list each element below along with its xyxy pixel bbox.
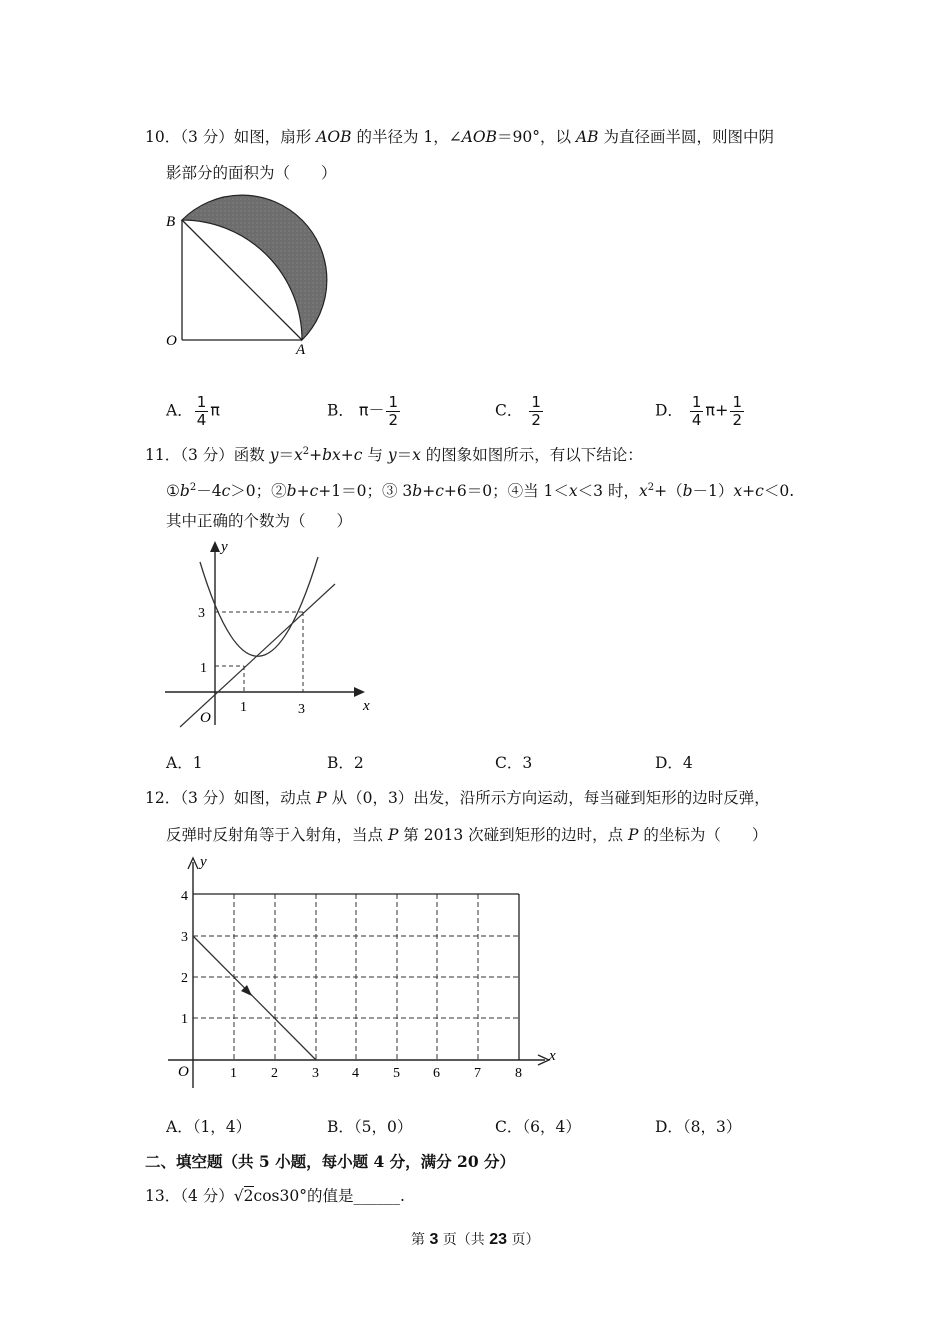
- svg-text:1: 1: [200, 661, 207, 676]
- svg-text:2: 2: [181, 971, 188, 986]
- q12-line1: 12．（3 分）如图，动点 P 从（0，3）出发，沿所示方向运动，每当碰到矩形的边时反弹，: [145, 789, 770, 807]
- q10-option-d: D． $\frac{1}{4}$ π+ $\frac{1}{2}$: [655, 393, 743, 429]
- q11-option-d: D．4: [655, 754, 693, 772]
- svg-text:x: x: [549, 1048, 556, 1064]
- svg-text:1: 1: [240, 700, 247, 715]
- svg-text:3: 3: [181, 930, 188, 945]
- q12-option-b: B．（5，0）: [327, 1118, 413, 1136]
- svg-text:3: 3: [312, 1066, 319, 1081]
- svg-text:1: 1: [230, 1066, 237, 1081]
- q10-figure: [160, 190, 340, 360]
- svg-text:2: 2: [271, 1066, 278, 1081]
- q12-grid-figure: [160, 850, 570, 1090]
- q11-option-c: C．3: [495, 754, 533, 772]
- svg-text:O: O: [178, 1064, 189, 1080]
- svg-text:y: y: [221, 539, 228, 555]
- q10-option-b: B． π－ $\frac{1}{2}$: [327, 393, 399, 429]
- q11-line1: 11．（3 分）函数 $y=x^2+bx+c$ 与 y＝x 的图象如图所示，有以下结论：: [145, 446, 643, 464]
- q12-option-a: A．（1，4）: [166, 1118, 252, 1136]
- q10-option-a: A． $\frac{1}{4}$ π: [166, 393, 220, 429]
- q12-line2: 反弹时反射角等于入射角，当点 P 第 2013 次碰到矩形的边时，点 P 的坐标为（ ）: [166, 826, 768, 844]
- q10-label-b: B: [166, 214, 176, 230]
- sqrt-symbol: √: [233, 1187, 244, 1205]
- svg-text:5: 5: [393, 1066, 400, 1081]
- svg-text:4: 4: [352, 1066, 359, 1081]
- q11-line3: 其中正确的个数为（ ）: [166, 512, 353, 530]
- svg-text:6: 6: [433, 1066, 440, 1081]
- q12-option-d: D．（8，3）: [655, 1118, 742, 1136]
- svg-text:y: y: [200, 854, 207, 870]
- q11-option-a: A．1: [166, 754, 203, 772]
- q13-line: 13．（4 分）√2cos30°的值是______.: [145, 1187, 405, 1205]
- q10-label-o: O: [166, 333, 177, 349]
- q11-option-b: B．2: [327, 754, 364, 772]
- q10-shaded-region: [182, 195, 327, 340]
- svg-text:8: 8: [515, 1066, 522, 1081]
- page-footer: 第 3 页（共 23 页）: [411, 1231, 540, 1248]
- section-2-heading: 二、填空题（共 5 小题，每小题 4 分，满分 20 分）: [145, 1152, 516, 1171]
- q11-conclusions: $①b^2-4c>0$；②b+c+1＝0；③ 3b+c+6＝0；④当 1＜x＜3 时，$x^2+(b-1)x+c<0$.: [166, 482, 795, 500]
- svg-text:1: 1: [181, 1012, 188, 1027]
- svg-text:3: 3: [198, 606, 205, 621]
- svg-text:7: 7: [474, 1066, 481, 1081]
- q10-line1: 10．（3 分）如图，扇形 AOB 的半径为 1，∠AOB＝90°，以 AB 为直径画半圆，则图中阴: [145, 128, 774, 146]
- q10-option-c: C． $\frac{1}{2}$: [495, 393, 541, 429]
- q11-graph: [160, 535, 390, 730]
- q10-line2: 影部分的面积为（ ）: [166, 164, 337, 182]
- q10-label-a: A: [296, 342, 306, 358]
- svg-text:4: 4: [181, 889, 188, 904]
- svg-text:O: O: [200, 710, 211, 726]
- svg-text:x: x: [363, 698, 370, 714]
- q12-option-c: C．（6，4）: [495, 1118, 581, 1136]
- svg-text:3: 3: [298, 702, 305, 717]
